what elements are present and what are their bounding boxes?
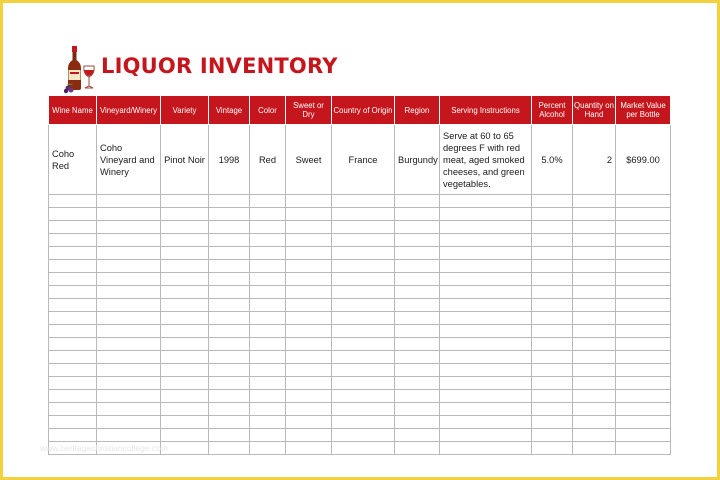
empty-cell[interactable] — [250, 338, 286, 351]
empty-cell[interactable] — [532, 312, 573, 325]
empty-cell[interactable] — [573, 286, 616, 299]
empty-cell[interactable] — [395, 325, 440, 338]
empty-table-row — [49, 234, 671, 247]
empty-cell[interactable] — [286, 442, 332, 455]
empty-cell[interactable] — [97, 403, 161, 416]
empty-cell[interactable] — [97, 338, 161, 351]
empty-cell[interactable] — [332, 208, 395, 221]
empty-cell[interactable] — [532, 442, 573, 455]
empty-cell[interactable] — [395, 208, 440, 221]
empty-cell[interactable] — [616, 351, 671, 364]
empty-cell[interactable] — [286, 286, 332, 299]
empty-cell[interactable] — [395, 416, 440, 429]
empty-cell[interactable] — [573, 247, 616, 260]
empty-cell[interactable] — [250, 325, 286, 338]
empty-table-row — [49, 364, 671, 377]
header-cell: Serving Instructions — [440, 96, 532, 125]
empty-cell[interactable] — [209, 390, 250, 403]
empty-cell[interactable] — [440, 312, 532, 325]
empty-cell[interactable] — [250, 416, 286, 429]
empty-table-row — [49, 221, 671, 234]
empty-cell[interactable] — [161, 221, 209, 234]
empty-cell[interactable] — [286, 351, 332, 364]
empty-cell[interactable] — [573, 312, 616, 325]
empty-cell[interactable] — [532, 364, 573, 377]
empty-cell[interactable] — [616, 221, 671, 234]
empty-cell[interactable] — [395, 403, 440, 416]
empty-cell[interactable] — [573, 299, 616, 312]
empty-cell[interactable] — [209, 299, 250, 312]
empty-cell[interactable] — [532, 429, 573, 442]
empty-cell[interactable] — [616, 260, 671, 273]
empty-cell[interactable] — [161, 234, 209, 247]
empty-cell[interactable] — [332, 416, 395, 429]
empty-cell[interactable] — [395, 312, 440, 325]
empty-cell[interactable] — [440, 429, 532, 442]
empty-cell[interactable] — [440, 234, 532, 247]
empty-table-row — [49, 286, 671, 299]
empty-cell[interactable] — [49, 234, 97, 247]
empty-cell[interactable] — [440, 273, 532, 286]
empty-cell[interactable] — [532, 247, 573, 260]
empty-cell[interactable] — [440, 208, 532, 221]
empty-cell[interactable] — [161, 247, 209, 260]
empty-cell[interactable] — [286, 429, 332, 442]
empty-cell[interactable] — [161, 208, 209, 221]
watermark: www.heritagechristiancollege.com — [40, 443, 169, 453]
empty-cell[interactable] — [616, 429, 671, 442]
empty-cell[interactable] — [395, 273, 440, 286]
cell-wine-name[interactable]: Coho Red — [49, 125, 97, 195]
empty-cell[interactable] — [49, 312, 97, 325]
empty-cell[interactable] — [49, 416, 97, 429]
empty-table-row — [49, 299, 671, 312]
empty-cell[interactable] — [209, 273, 250, 286]
empty-table-row — [49, 429, 671, 442]
empty-cell[interactable] — [209, 377, 250, 390]
empty-cell[interactable] — [161, 390, 209, 403]
empty-cell[interactable] — [573, 364, 616, 377]
empty-cell[interactable] — [573, 325, 616, 338]
empty-cell[interactable] — [616, 403, 671, 416]
empty-cell[interactable] — [440, 260, 532, 273]
empty-cell[interactable] — [332, 364, 395, 377]
header-cell: Variety — [161, 96, 209, 125]
empty-cell[interactable] — [49, 325, 97, 338]
empty-cell[interactable] — [209, 364, 250, 377]
empty-cell[interactable] — [573, 195, 616, 208]
empty-cell[interactable] — [532, 351, 573, 364]
cell-country[interactable]: France — [332, 125, 395, 195]
empty-cell[interactable] — [532, 234, 573, 247]
empty-cell[interactable] — [286, 247, 332, 260]
empty-cell[interactable] — [440, 351, 532, 364]
empty-cell[interactable] — [573, 351, 616, 364]
empty-cell[interactable] — [97, 234, 161, 247]
empty-cell[interactable] — [49, 247, 97, 260]
empty-cell[interactable] — [97, 273, 161, 286]
empty-cell[interactable] — [532, 221, 573, 234]
empty-cell[interactable] — [286, 364, 332, 377]
empty-cell[interactable] — [209, 247, 250, 260]
empty-cell[interactable] — [250, 312, 286, 325]
cell-sweet-or-dry[interactable]: Sweet — [286, 125, 332, 195]
empty-cell[interactable] — [440, 299, 532, 312]
empty-cell[interactable] — [395, 247, 440, 260]
empty-cell[interactable] — [97, 390, 161, 403]
wine-bottle-logo-icon — [64, 44, 98, 94]
empty-cell[interactable] — [250, 234, 286, 247]
empty-cell[interactable] — [161, 299, 209, 312]
empty-cell[interactable] — [161, 377, 209, 390]
empty-cell[interactable] — [161, 312, 209, 325]
empty-cell[interactable] — [532, 403, 573, 416]
cell-market-value[interactable]: $699.00 — [616, 125, 671, 195]
empty-cell[interactable] — [440, 338, 532, 351]
empty-cell[interactable] — [616, 286, 671, 299]
empty-cell[interactable] — [332, 429, 395, 442]
empty-cell[interactable] — [209, 208, 250, 221]
empty-cell[interactable] — [332, 247, 395, 260]
empty-cell[interactable] — [286, 234, 332, 247]
empty-cell[interactable] — [616, 195, 671, 208]
empty-cell[interactable] — [616, 299, 671, 312]
empty-table-row — [49, 208, 671, 221]
empty-cell[interactable] — [332, 325, 395, 338]
empty-cell[interactable] — [440, 247, 532, 260]
empty-cell[interactable] — [209, 325, 250, 338]
empty-cell[interactable] — [440, 416, 532, 429]
cell-variety[interactable]: Pinot Noir — [161, 125, 209, 195]
empty-cell[interactable] — [286, 403, 332, 416]
cell-quantity[interactable]: 2 — [573, 125, 616, 195]
empty-cell[interactable] — [332, 221, 395, 234]
empty-cell[interactable] — [440, 195, 532, 208]
empty-cell[interactable] — [395, 286, 440, 299]
empty-table-row — [49, 377, 671, 390]
empty-cell[interactable] — [332, 338, 395, 351]
empty-cell[interactable] — [395, 390, 440, 403]
empty-table-row — [49, 260, 671, 273]
empty-cell[interactable] — [161, 364, 209, 377]
empty-cell[interactable] — [573, 442, 616, 455]
empty-cell[interactable] — [286, 338, 332, 351]
empty-cell[interactable] — [532, 416, 573, 429]
empty-cell[interactable] — [161, 429, 209, 442]
empty-cell[interactable] — [532, 325, 573, 338]
empty-cell[interactable] — [616, 312, 671, 325]
empty-cell[interactable] — [250, 195, 286, 208]
empty-cell[interactable] — [97, 247, 161, 260]
empty-table-row — [49, 403, 671, 416]
empty-cell[interactable] — [49, 338, 97, 351]
empty-table-row — [49, 338, 671, 351]
empty-cell[interactable] — [49, 208, 97, 221]
empty-cell[interactable] — [573, 234, 616, 247]
empty-cell[interactable] — [49, 299, 97, 312]
empty-cell[interactable] — [49, 429, 97, 442]
empty-cell[interactable] — [97, 221, 161, 234]
empty-cell[interactable] — [332, 390, 395, 403]
empty-cell[interactable] — [161, 195, 209, 208]
empty-cell[interactable] — [440, 221, 532, 234]
empty-cell[interactable] — [161, 273, 209, 286]
empty-cell[interactable] — [161, 338, 209, 351]
empty-cell[interactable] — [616, 364, 671, 377]
table-row — [49, 125, 671, 195]
empty-cell[interactable] — [97, 299, 161, 312]
empty-cell[interactable] — [286, 377, 332, 390]
empty-cell[interactable] — [286, 325, 332, 338]
empty-cell[interactable] — [161, 351, 209, 364]
empty-cell[interactable] — [332, 312, 395, 325]
header-cell: Color — [250, 96, 286, 125]
empty-cell[interactable] — [97, 416, 161, 429]
empty-cell[interactable] — [395, 338, 440, 351]
cell-region[interactable]: Burgundy — [395, 125, 440, 195]
empty-cell[interactable] — [532, 208, 573, 221]
empty-cell[interactable] — [286, 260, 332, 273]
empty-cell[interactable] — [332, 442, 395, 455]
empty-table-row — [49, 325, 671, 338]
empty-cell[interactable] — [616, 234, 671, 247]
empty-cell[interactable] — [616, 377, 671, 390]
empty-cell[interactable] — [532, 273, 573, 286]
empty-cell[interactable] — [161, 260, 209, 273]
empty-cell[interactable] — [440, 442, 532, 455]
empty-cell[interactable] — [250, 286, 286, 299]
cell-percent-alcohol[interactable]: 5.0% — [532, 125, 573, 195]
empty-cell[interactable] — [616, 442, 671, 455]
empty-cell[interactable] — [440, 364, 532, 377]
empty-cell[interactable] — [332, 299, 395, 312]
empty-cell[interactable] — [49, 221, 97, 234]
empty-table-row — [49, 416, 671, 429]
empty-cell[interactable] — [161, 286, 209, 299]
empty-cell[interactable] — [49, 273, 97, 286]
empty-cell[interactable] — [395, 260, 440, 273]
empty-cell[interactable] — [395, 351, 440, 364]
empty-cell[interactable] — [286, 208, 332, 221]
empty-cell[interactable] — [209, 286, 250, 299]
empty-cell[interactable] — [209, 351, 250, 364]
cell-color[interactable]: Red — [250, 125, 286, 195]
empty-table-row — [49, 247, 671, 260]
empty-cell[interactable] — [286, 416, 332, 429]
empty-cell[interactable] — [250, 299, 286, 312]
empty-cell[interactable] — [573, 416, 616, 429]
empty-cell[interactable] — [332, 403, 395, 416]
empty-cell[interactable] — [209, 221, 250, 234]
empty-cell[interactable] — [395, 429, 440, 442]
empty-cell[interactable] — [97, 195, 161, 208]
empty-cell[interactable] — [209, 338, 250, 351]
empty-cell[interactable] — [250, 429, 286, 442]
empty-cell[interactable] — [440, 286, 532, 299]
empty-cell[interactable] — [286, 221, 332, 234]
empty-cell[interactable] — [250, 273, 286, 286]
empty-cell[interactable] — [440, 377, 532, 390]
empty-cell[interactable] — [250, 403, 286, 416]
empty-table-row — [49, 390, 671, 403]
page-title: LIQUOR INVENTORY — [101, 54, 338, 78]
empty-cell[interactable] — [209, 312, 250, 325]
empty-cell[interactable] — [49, 286, 97, 299]
empty-cell[interactable] — [49, 403, 97, 416]
empty-cell[interactable] — [97, 208, 161, 221]
empty-cell[interactable] — [332, 195, 395, 208]
empty-cell[interactable] — [286, 390, 332, 403]
empty-cell[interactable] — [97, 325, 161, 338]
header-cell: Quantity on Hand — [573, 96, 616, 125]
header-row — [49, 96, 671, 125]
header-cell: Market Value per Bottle — [616, 96, 671, 125]
empty-cell[interactable] — [332, 377, 395, 390]
empty-cell[interactable] — [395, 195, 440, 208]
empty-cell[interactable] — [573, 260, 616, 273]
empty-cell[interactable] — [332, 286, 395, 299]
empty-cell[interactable] — [532, 299, 573, 312]
empty-cell[interactable] — [573, 390, 616, 403]
empty-cell[interactable] — [532, 390, 573, 403]
empty-cell[interactable] — [250, 221, 286, 234]
cell-vineyard[interactable]: Coho Vineyard and Winery — [97, 125, 161, 195]
empty-cell[interactable] — [532, 286, 573, 299]
empty-cell[interactable] — [250, 260, 286, 273]
inventory-table — [48, 95, 671, 455]
empty-cell[interactable] — [250, 442, 286, 455]
empty-cell[interactable] — [395, 364, 440, 377]
empty-cell[interactable] — [616, 247, 671, 260]
empty-cell[interactable] — [250, 351, 286, 364]
empty-cell[interactable] — [616, 390, 671, 403]
empty-cell[interactable] — [49, 364, 97, 377]
empty-cell[interactable] — [97, 377, 161, 390]
header-cell: Vintage — [209, 96, 250, 125]
header-cell: Percent Alcohol — [532, 96, 573, 125]
empty-cell[interactable] — [395, 221, 440, 234]
empty-cell[interactable] — [332, 260, 395, 273]
empty-cell[interactable] — [209, 260, 250, 273]
empty-cell[interactable] — [532, 377, 573, 390]
empty-cell[interactable] — [250, 364, 286, 377]
empty-cell[interactable] — [616, 325, 671, 338]
empty-cell[interactable] — [250, 247, 286, 260]
empty-cell[interactable] — [573, 429, 616, 442]
empty-table-row — [49, 195, 671, 208]
empty-cell[interactable] — [332, 234, 395, 247]
empty-cell[interactable] — [161, 325, 209, 338]
empty-table-row — [49, 273, 671, 286]
empty-cell[interactable] — [573, 208, 616, 221]
empty-cell[interactable] — [286, 312, 332, 325]
header-cell: Vineyard/Winery — [97, 96, 161, 125]
empty-cell[interactable] — [49, 195, 97, 208]
empty-cell[interactable] — [209, 234, 250, 247]
empty-cell[interactable] — [332, 273, 395, 286]
empty-cell[interactable] — [49, 351, 97, 364]
empty-cell[interactable] — [573, 403, 616, 416]
empty-cell[interactable] — [209, 416, 250, 429]
empty-cell[interactable] — [440, 403, 532, 416]
empty-cell[interactable] — [332, 351, 395, 364]
empty-cell[interactable] — [49, 260, 97, 273]
empty-cell[interactable] — [97, 429, 161, 442]
header-cell: Region — [395, 96, 440, 125]
empty-cell[interactable] — [532, 338, 573, 351]
empty-cell[interactable] — [286, 299, 332, 312]
empty-cell[interactable] — [209, 195, 250, 208]
empty-cell[interactable] — [209, 442, 250, 455]
empty-cell[interactable] — [395, 442, 440, 455]
empty-cell[interactable] — [532, 195, 573, 208]
empty-cell[interactable] — [49, 377, 97, 390]
empty-cell[interactable] — [97, 260, 161, 273]
empty-cell[interactable] — [616, 208, 671, 221]
empty-cell[interactable] — [440, 390, 532, 403]
empty-cell[interactable] — [616, 273, 671, 286]
empty-cell[interactable] — [209, 429, 250, 442]
header-cell: Sweet or Dry — [286, 96, 332, 125]
empty-cell[interactable] — [161, 403, 209, 416]
empty-cell[interactable] — [616, 416, 671, 429]
empty-cell[interactable] — [97, 286, 161, 299]
cell-vintage[interactable]: 1998 — [209, 125, 250, 195]
header-cell: Country of Origin — [332, 96, 395, 125]
empty-cell[interactable] — [97, 364, 161, 377]
empty-table-row — [49, 312, 671, 325]
empty-cell[interactable] — [161, 416, 209, 429]
empty-cell[interactable] — [286, 273, 332, 286]
empty-cell[interactable] — [286, 195, 332, 208]
empty-cell[interactable] — [573, 273, 616, 286]
cell-serving-instructions[interactable]: Serve at 60 to 65 degrees F with red meat, aged smoked cheeses, and green vegetables. — [440, 125, 532, 195]
empty-cell[interactable] — [532, 260, 573, 273]
empty-cell[interactable] — [395, 234, 440, 247]
empty-cell[interactable] — [250, 208, 286, 221]
empty-cell[interactable] — [573, 338, 616, 351]
empty-table-row — [49, 351, 671, 364]
header-cell: Wine Name — [49, 96, 97, 125]
empty-cell[interactable] — [49, 390, 97, 403]
empty-cell[interactable] — [440, 325, 532, 338]
empty-cell[interactable] — [395, 377, 440, 390]
empty-cell[interactable] — [97, 312, 161, 325]
empty-cell[interactable] — [573, 221, 616, 234]
empty-cell[interactable] — [97, 351, 161, 364]
empty-cell[interactable] — [250, 377, 286, 390]
empty-cell[interactable] — [573, 377, 616, 390]
empty-cell[interactable] — [616, 338, 671, 351]
empty-cell[interactable] — [250, 390, 286, 403]
empty-cell[interactable] — [209, 403, 250, 416]
empty-cell[interactable] — [395, 299, 440, 312]
